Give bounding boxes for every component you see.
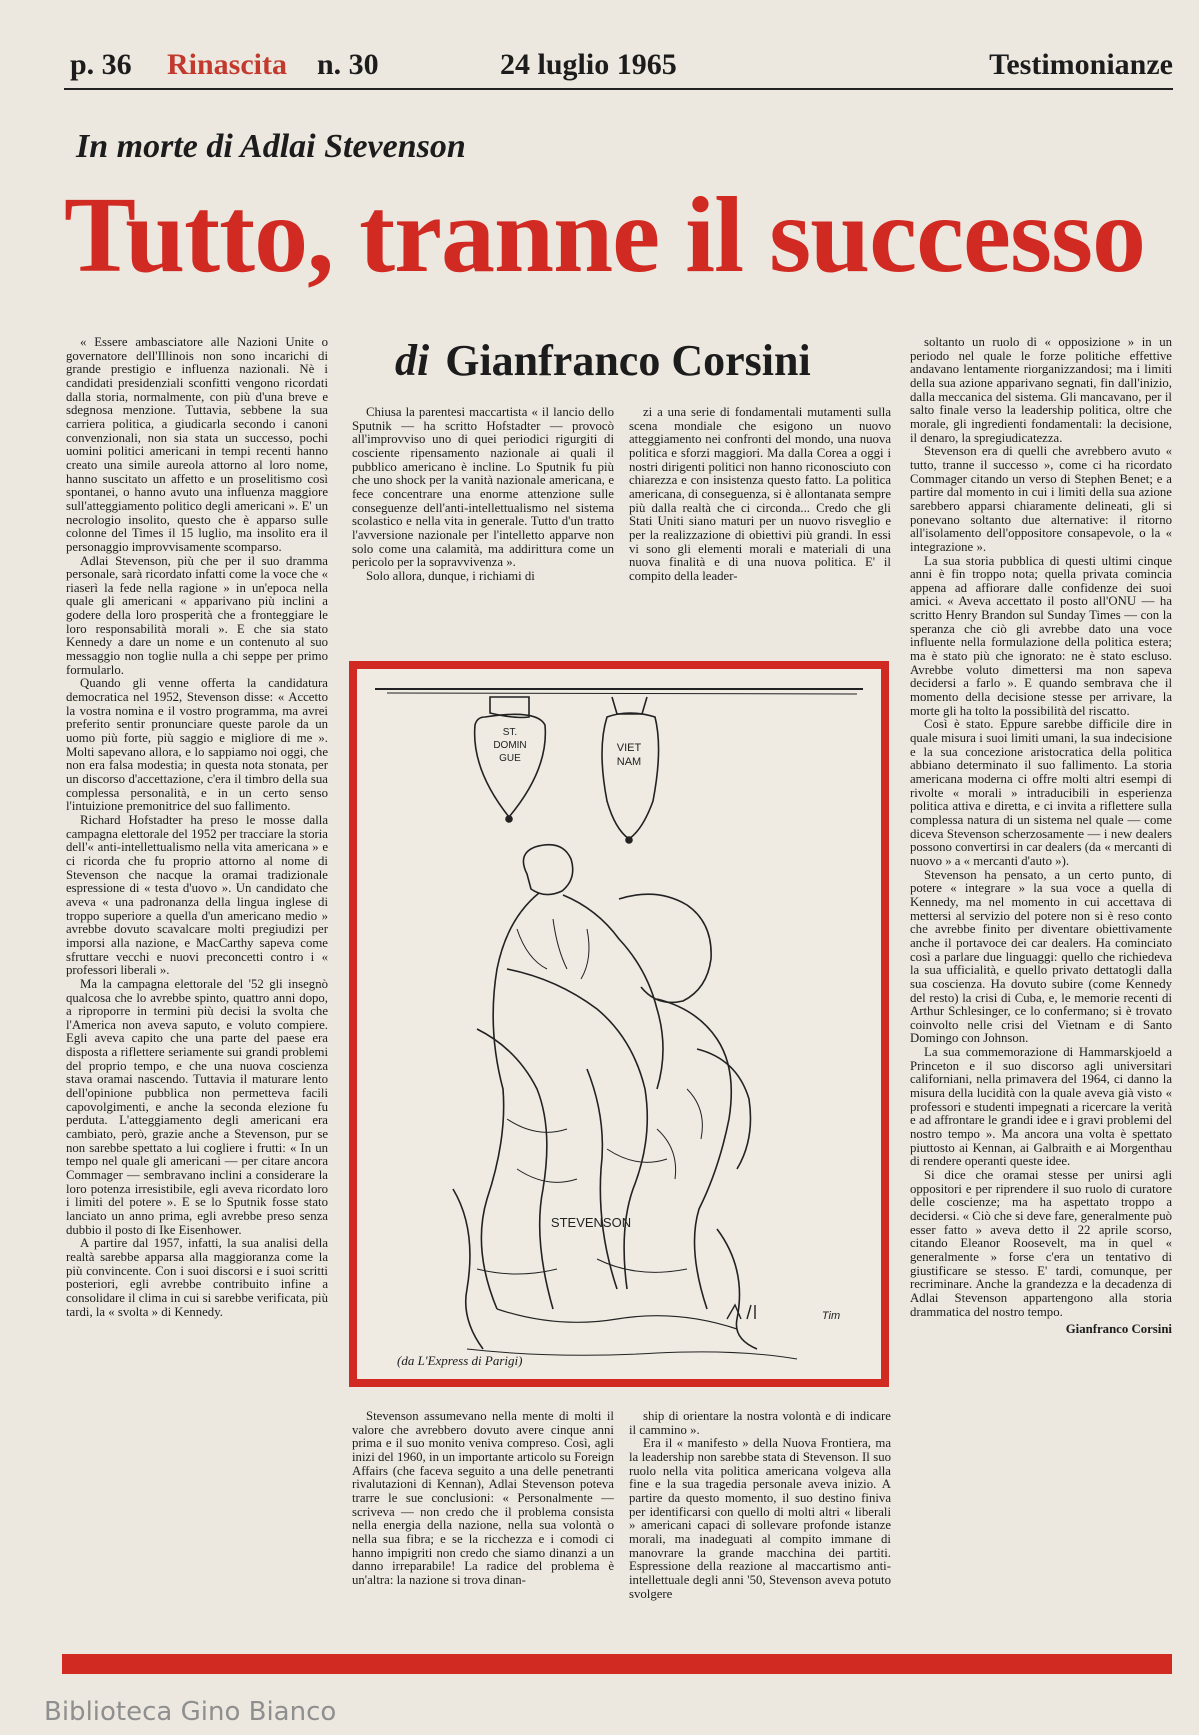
paragraph: A partire dal 1957, infatti, la sua analisi della realtà sarebbe apparsa alla maggioranza come la più convincente. Con i suoi discorsi e i suoi scritti posteriori, egli avrebbe contribuito infine a consolidare il clima in cui si sarebbe verificata, più tardi, la « svolta » di Kennedy. [66, 1236, 328, 1319]
paragraph: Era il « manifesto » della Nuova Frontiera, ma la leadership non sarebbe stata di Stevenson. Il suo ruolo nella vita politica americana volgeva alla fine e la sua tragedia personale aveva inizio. A partire da questo momento, il suo destino finiva per identificarsi con quello di molti altri « liberali » americani capaci di sollevare profonde istanze morali, ma inadeguati al compito immane di manovrare la grande macchina dei partiti. Espressione della reazione al maccartismo anti-intellettuale degli anni '50, Stevenson aveva potuto svolgere [629, 1436, 891, 1601]
article-kicker: In morte di Adlai Stevenson [76, 128, 466, 165]
paragraph: Richard Hofstadter ha preso le mosse dalla campagna elettorale del 1952 per tracciare la storia dell'« anti-intellettualismo nella vita americana » e ci ricorda che fu proprio attorno al nome di Stevenson che nacque la oramai tradizionale espressione di « testa d'uovo ». Un candidato che aveva « una padronanza della lingua inglese di troppo superiore a quella d'un americano medio » avrebbe dovuto scavalcare molti pregiudizi per imporsi alla nazione, e MacCarthy sapeva come sfruttare vecchi e nuovi preconcetti contro i « professori liberali ». [66, 812, 328, 978]
bomb-left-label: DOMIN [493, 740, 527, 751]
issue-date: 24 luglio 1965 [500, 48, 677, 81]
paragraph: La sua commemorazione di Hammarskjoeld a Princeton e il suo discorso agli universitari californiani, nella primavera del 1964, ci danno la misura della lucidità con la quale aveva già visto « professori e studenti impegnati a ricercare la verità e ad affrontare le grandi idee e i gravi problemi del nostro tempo ». Ma ancora una volta è spettato piuttosto ai Kennan, ai Galbraith e ai Morgenthau di rendere operanti queste idee. [910, 1045, 1172, 1169]
paragraph: ship di orientare la nostra volontà e di indicare il cammino ». [629, 1410, 891, 1437]
library-name: Biblioteca Gino Bianco [44, 1697, 337, 1727]
paragraph: Ma la campagna elettorale del '52 gli insegnò qualcosa che lo avrebbe spinto, quattro anni dopo, a riproporre in termini più decisi la svolta che l'America non aveva saputo, e voluto compiere. Egli aveva capito che una parte del paese era disposta a riflettere seriamente sui grandi problemi del proprio tempo, e che una nuova coscienza stava oramai nascendo. Tuttavia il maturare lento dell'opinione pubblica non permetteva facili capovolgimenti, e anche la seconda elezione fu perduta. L'atteggiamento degli americani era cambiato, però, grazie anche a Stevenson, pur se non sarebbe spettato a lui cogliere i frutti: « In un tempo nel quale gli americani — per citare ancora Commager — sembravano inclini a considerare la loro potenza irresistibile, egli aveva ricordato loro i limiti del potere ». E se lo Sputnik fosse stato lanciato un anno prima, egli avrebbe preso senza dubbio il posto di Ike Eisenhower. [66, 976, 328, 1237]
artist-mark: Tim [821, 1310, 841, 1322]
column-4 [910, 336, 1172, 1644]
paragraph: La sua storia pubblica di questi ultimi cinque anni è fin troppo nota; quella privata comincia appena ad affiorare dalle confidenze dei suoi amici. « Aveva accettato il posto all'ONU — ha scritto Henry Brandon sul Sunday Times — con la speranza che ciò gli avrebbe dato una voce influente nella formulazione della politica estera; ma è stato più che ignorato: ne è stato escluso. Avrebbe voluto dimettersi ma non sapeva decidersi a farlo ». E quando sembrava che il momento della decisione stesse per arrivare, la morte gli ha tolto la possibilità del riscatto. [910, 553, 1172, 718]
magazine-brand: Rinascita [167, 48, 287, 81]
page-header [64, 42, 1173, 88]
header-rule [64, 88, 1173, 90]
column-1 [66, 336, 328, 1644]
byline-di: di [395, 336, 430, 385]
article-byline [395, 335, 811, 386]
bomb-right-label: VIET [616, 742, 642, 754]
paragraph: Così è stato. Eppure sarebbe difficile dire in quale misura i suoi limiti umani, la sua indecisione e la sua concezione aristocratica della politica abbiano determinato il suo fallimento. La storia americana moderna ci offre molti altri esempi di rivolte « morali » intraducibili in esperienza politica attiva e diretta, e ci invita a riflettere sulla complessa natura di un sistema nel quale — come diceva Stevenson scherzosamente — i new dealers possono convertirsi in car dealers (da « mercanti di nuovo » a « mercanti d'auto »). [910, 717, 1172, 868]
artist-signature-mark [727, 1305, 755, 1319]
article-headline: Tutto, tranne il successo [64, 176, 1146, 295]
page-number: p. 36 [70, 48, 132, 81]
paragraph: zi a una serie di fondamentali mutamenti sulla scena mondiale che esigono un nuovo atteggiamento nei confronti del mondo, una nuova politica e sforzi maggiori. Ma dalla Corea a oggi i nostri dirigenti politici non hanno riconosciuto con chiarezza e con insistenza questo fatto. La politica americana, di conseguenza, si è allontanata sempre più dalla realtà che ci circonda... Credo che gli Stati Uniti siano maturi per un nuovo risveglio e per la realizzazione di obiettivi più grandi. In essi vi sono gli elementi morali e materiali di una nuova finalità e di una nuova politica. E' il compito della leader- [629, 406, 891, 583]
paragraph: soltanto un ruolo di « opposizione » in un periodo nel quale le forze politiche effettive andavano lentamente riorganizzandosi; ma i limiti della sua azione apparivano segnati, fin dall'inizio, dalla meccanica del sistema. Gli mancavano, per il salto finale verso la leadership politica, oltre che morale, gli ingredienti fondamentali: la decisione, il denaro, la spregiudicatezza. [910, 336, 1172, 445]
section-name: Testimonianze [989, 48, 1173, 81]
cartoon-caption: (da L'Express di Parigi) [397, 1353, 523, 1368]
figure-label: STEVENSON [550, 1215, 632, 1230]
paragraph: Stevenson era di quelli che avrebbero avuto « tutto, tranne il successo », come ci ha ricordato Commager citando un verso di Stephen Benet; e a partire dal momento in cui i limiti della sua azione sarebbero apparsi chiaramente delineati, gli si ponevano soltanto due alternative: il ritorno all'isolamento dell'oppositore consapevole, o la « integrazione ». [910, 444, 1172, 554]
paragraph: Stevenson assumevano nella mente di molti il valore che avrebbero dovuto avere cinque anni prima e il suo monito veniva compreso. Così, agli inizi del 1960, in un importante articolo su Foreign Affairs (che faceva seguito a una delle penetranti rivalutazioni di Kennan), Adlai Stevenson poteva trarre le sue conclusioni: « Personalmente — scriveva — non credo che il problema consista nella energia della nazione, nella sua volontà o nella sua fibra; e se la ricchezza e i comodi ci hanno impigriti non credo che siamo dinanzi a un danno irreparabile! La radice del problema è un'altra: la nazione si trova dinan- [352, 1410, 614, 1587]
bomb-right-fin [612, 697, 647, 714]
figure-head [523, 845, 572, 895]
paragraph: Solo allora, dunque, i richiami di [366, 568, 535, 583]
column-2-top [352, 406, 614, 630]
bomb-left-label: ST. [502, 727, 518, 738]
footer-red-bar [62, 1654, 1172, 1674]
author-signature: Gianfranco Corsini [1065, 1322, 1172, 1337]
figure-second-head [619, 894, 711, 1002]
cartoon-frame [349, 661, 889, 1387]
column-2-bottom [352, 1410, 614, 1643]
bomb-right-body [602, 713, 659, 839]
issue-number: n. 30 [317, 48, 379, 81]
paragraph: Chiusa la parentesi maccartista « il lancio dello Sputnik — ha scritto Hofstadter — provocò all'improvviso uno di quei periodici rigurgiti di cosciente ripensamento nazionale ai quali il pubblico americano è incline. Lo Sputnik fu più che uno shock per la vanità nazionale americana, e fece concentrare una enorme attenzione sulle conseguenze dell'anti-intellettualismo nel sistema scolastico e nella vita in generale. Tutto d'un tratto l'avversione nazionale per l'intelletto apparve non solo come una calamità, ma addirittura come un pericolo per la sopravvivenza ». [352, 406, 614, 570]
paragraph: Si dice che oramai stesse per unirsi agli oppositori e per riprendere il suo ruolo di curatore delle coscienze; ma ha aspettato troppo a decidersi. « Ciò che si deve fare, generalmente può esser fatto » aveva detto il 22 aprile scorso, citando Eleanor Roosevelt, ma in quel « generalmente » forse c'era un tentativo di giustificare se stesso. E' tardi, comunque, per recriminare. Anche la grandezza e la decadenza di Adlai Stevenson appartengono alla storia drammatica del nostro tempo. [910, 1168, 1172, 1319]
column-3-bottom [629, 1410, 891, 1643]
paragraph: « Essere ambasciatore alle Nazioni Unite o governatore dell'Illinois non sono incarichi di grande prestigio e influenza nazionali. Nè i candidati presidenziali sconfitti vengono ricordati dalla storia, normalmente, con più d'una breve e sdegnosa menzione. Tuttavia, sebbene la sua carriera politica, a giudicarla secondo i canoni convenzionali, non sia stata un successo, pochi uomini politici americani in tempi recenti hanno creato una simile aureola attorno al loro nome, hanno suscitato un affetto e un proselitismo così spontanei, o hanno avuto una influenza maggiore sull'atteggiamento politico degli americani ». E' un necrologio insolito, questo che è apparso sulle colonne del Times il 15 luglio, ma insolito era il personaggio improvvisamente scomparso. [66, 336, 328, 554]
paragraph: Quando gli venne offerta la candidatura democratica nel 1952, Stevenson disse: « Accetto la vostra nomina e il vostro programma, ma avrei preferito sentir pronunciare queste parole da un uomo più forte, più saggio e migliore di me ». Molti sapevano allora, e lo sappiamo noi oggi, che non era falsa modestia; in questa nota stonata, per un discorso d'accettazione, c'era il timbro della sua complessa personalità, e in un certo senso l'intuizione premonitrice del suo fallimento. [66, 676, 328, 814]
library-watermark [0, 1693, 1199, 1735]
paragraph: Adlai Stevenson, più che per il suo dramma personale, sarà ricordato infatti come la voce che « riaserì la fede nella ragione » in un'epoca nella quale gli americani « apparivano più inclini a godere della loro prosperità che a fronteggiare le loro responsabilità morali ». E che sia stato Kennedy a dare un nome e un contenuto al suo messaggio non toglie nulla a chi seppe per primo formularlo. [66, 553, 328, 677]
bomb-left-label: GUE [499, 753, 521, 764]
byline-author: Gianfranco Corsini [445, 336, 811, 385]
paragraph: Stevenson ha pensato, a un certo punto, di potere « integrare » la sua voce a quella di Kennedy, ma nel momento in cui accettava di mettersi al servizio del potere non si è reso conto che avrebbe finito per diventare obiettivamente anche il portavoce dei car dealers. Ha cominciato così a parlare due linguaggi: quello che richiedeva la sua ufficialità, e quello privato dettatogli dalla sua coscienza. Ha dovuto subire (come Kennedy del resto) la crisi di Cuba, e, le memorie recenti di Arthur Schlesinger, ce lo confermano; si è trovato coinvolto nelle crisi del Vietnam e di Santo Domingo con Johnson. [910, 867, 1172, 1046]
bomb-right-label: NAM [616, 756, 642, 768]
column-3-top [629, 406, 891, 630]
cartoon-illustration [357, 669, 881, 1379]
